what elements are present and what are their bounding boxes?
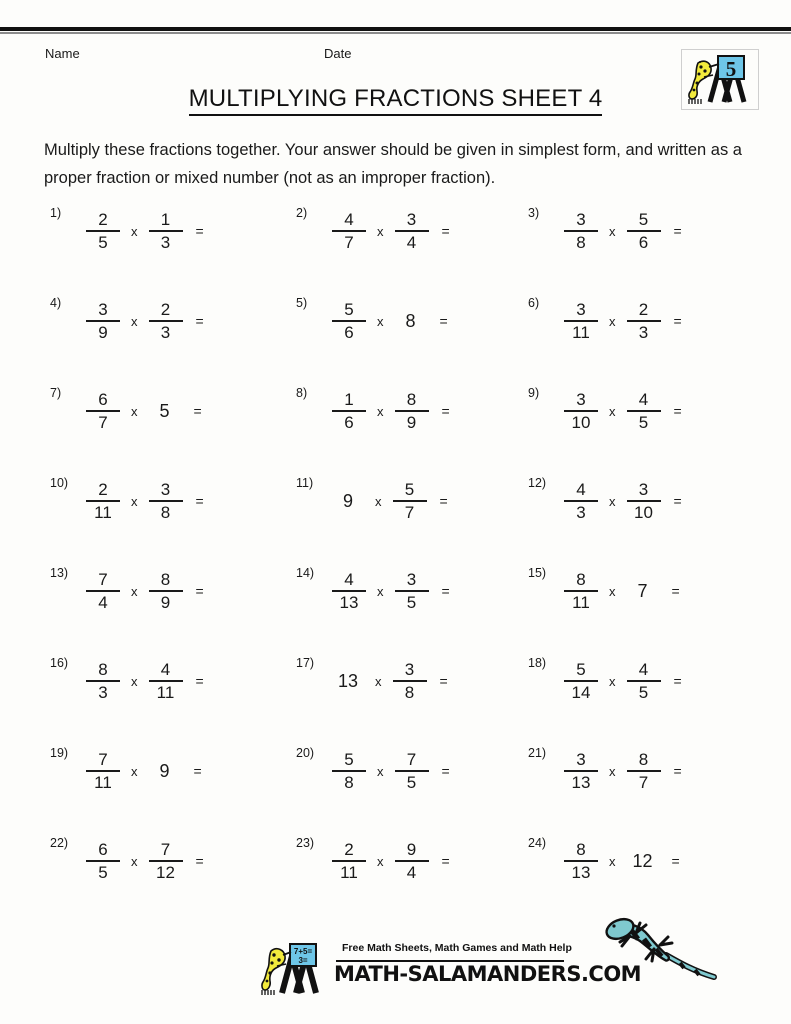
problem-row <box>0 646 791 736</box>
multiplication-sign: x <box>377 223 384 239</box>
denominator: 11 <box>156 682 175 702</box>
right-fraction <box>393 480 427 522</box>
left-fraction <box>564 390 598 432</box>
left-fraction <box>86 840 120 882</box>
multiplication-sign: x <box>131 403 138 419</box>
problem-3 <box>528 196 768 266</box>
denominator: 4 <box>98 592 108 612</box>
problem-number: 12) <box>528 476 547 490</box>
problem-23 <box>296 826 526 896</box>
problem-22 <box>50 826 280 896</box>
numerator: 3 <box>406 570 417 590</box>
left-whole-number: 9 <box>342 490 353 511</box>
denominator: 5 <box>98 862 108 882</box>
right-whole-number: 8 <box>405 310 416 331</box>
numerator: 7 <box>160 840 171 860</box>
problem-17 <box>296 646 526 716</box>
numerator: 5 <box>404 480 415 500</box>
equals-sign: = <box>195 493 204 509</box>
denominator: 8 <box>576 232 586 252</box>
denominator: 8 <box>344 772 354 792</box>
denominator: 13 <box>571 862 591 882</box>
numerator: 7 <box>98 750 108 770</box>
multiplication-sign: x <box>377 853 384 869</box>
right-fraction <box>395 390 429 432</box>
problem-7 <box>50 376 280 446</box>
numerator: 1 <box>344 390 354 410</box>
problem-number: 14) <box>296 566 315 580</box>
numerator: 5 <box>638 210 649 230</box>
multiplication-sign: x <box>609 763 616 779</box>
problem-number: 7) <box>50 386 62 400</box>
denominator: 5 <box>638 412 649 432</box>
problem-number: 23) <box>296 836 315 850</box>
problem-expression <box>560 480 682 522</box>
numerator: 7 <box>406 750 417 770</box>
denominator: 7 <box>404 502 415 522</box>
problem-number: 2) <box>296 206 308 220</box>
left-fraction <box>86 480 120 522</box>
multiplication-sign: x <box>131 313 138 329</box>
right-fraction <box>395 840 429 882</box>
problem-number: 5) <box>296 296 308 310</box>
right-fraction <box>149 570 183 612</box>
problem-13 <box>50 556 280 626</box>
multiplication-sign: x <box>375 493 382 509</box>
right-fraction <box>395 750 429 792</box>
right-fraction <box>627 660 661 702</box>
multiplication-sign: x <box>375 673 382 689</box>
problem-number: 10) <box>50 476 69 490</box>
problem-number: 6) <box>528 296 540 310</box>
left-fraction <box>564 660 598 702</box>
right-fraction <box>149 300 183 342</box>
left-fraction <box>564 840 598 882</box>
problem-21 <box>528 736 768 806</box>
problem-number: 15) <box>528 566 547 580</box>
denominator: 5 <box>406 772 417 792</box>
problem-grid <box>0 196 791 916</box>
problem-number: 20) <box>296 746 315 760</box>
right-fraction <box>149 210 183 252</box>
equals-sign: = <box>439 313 448 329</box>
problem-number: 8) <box>296 386 308 400</box>
denominator: 6 <box>638 232 649 252</box>
multiplication-sign: x <box>609 853 616 869</box>
multiplication-sign: x <box>377 313 384 329</box>
denominator: 12 <box>156 862 175 882</box>
left-fraction <box>332 840 366 882</box>
problem-number: 1) <box>50 206 62 220</box>
right-whole-number: 9 <box>159 760 170 781</box>
top-divider-rule <box>0 27 791 31</box>
left-fraction <box>86 660 120 702</box>
right-fraction <box>627 210 661 252</box>
denominator: 4 <box>406 862 417 882</box>
equals-sign: = <box>671 583 680 599</box>
right-fraction <box>627 300 661 342</box>
denominator: 5 <box>638 682 649 702</box>
left-fraction <box>564 480 598 522</box>
footer-salamander-easel-icon <box>258 938 330 996</box>
problem-16 <box>50 646 280 716</box>
problem-number: 4) <box>50 296 62 310</box>
denominator: 3 <box>638 322 649 342</box>
problem-number: 16) <box>50 656 69 670</box>
denominator: 9 <box>406 412 417 432</box>
denominator: 3 <box>160 232 171 252</box>
right-whole-number: 12 <box>632 850 653 871</box>
right-fraction <box>395 210 429 252</box>
numerator: 8 <box>406 390 417 410</box>
numerator: 4 <box>638 390 649 410</box>
numerator: 3 <box>406 210 417 230</box>
problem-row <box>0 196 791 286</box>
problem-number: 11) <box>296 476 314 490</box>
equals-sign: = <box>195 673 204 689</box>
problem-10 <box>50 466 280 536</box>
numerator: 9 <box>406 840 417 860</box>
multiplication-sign: x <box>131 673 138 689</box>
left-fraction <box>86 390 120 432</box>
equals-sign: = <box>439 673 448 689</box>
denominator: 11 <box>94 502 112 522</box>
equals-sign: = <box>439 493 448 509</box>
multiplication-sign: x <box>609 403 616 419</box>
footer-site-url: MATH-SALAMANDERS.COM <box>334 962 642 986</box>
problem-expression <box>560 390 682 432</box>
multiplication-sign: x <box>609 493 616 509</box>
numerator: 6 <box>98 390 108 410</box>
problem-expression <box>560 300 682 342</box>
multiplication-sign: x <box>609 673 616 689</box>
numerator: 2 <box>638 300 649 320</box>
equals-sign: = <box>441 763 450 779</box>
numerator: 8 <box>98 660 108 680</box>
numerator: 8 <box>638 750 649 770</box>
problem-number: 21) <box>528 746 547 760</box>
problem-4 <box>50 286 280 356</box>
problem-expression <box>82 570 204 612</box>
footer-badge-text: 7+5= <box>293 947 313 956</box>
denominator: 6 <box>344 412 354 432</box>
numerator: 2 <box>98 210 108 230</box>
denominator: 13 <box>339 592 359 612</box>
numerator: 7 <box>98 570 108 590</box>
equals-sign: = <box>195 313 204 329</box>
numerator: 3 <box>576 300 586 320</box>
problem-row <box>0 556 791 646</box>
problem-expression <box>560 660 682 702</box>
left-fraction <box>332 210 366 252</box>
multiplication-sign: x <box>377 403 384 419</box>
left-fraction <box>564 210 598 252</box>
denominator: 9 <box>98 322 108 342</box>
problem-number: 9) <box>528 386 540 400</box>
page-title <box>0 85 791 113</box>
name-field-label: Name <box>45 46 80 61</box>
left-fraction <box>332 300 366 342</box>
lizard-decoration-icon <box>596 915 722 987</box>
footer-logo <box>258 938 642 996</box>
denominator: 7 <box>344 232 354 252</box>
equals-sign: = <box>673 403 682 419</box>
numerator: 5 <box>344 300 354 320</box>
equals-sign: = <box>671 853 680 869</box>
denominator: 8 <box>160 502 171 522</box>
multiplication-sign: x <box>131 223 138 239</box>
problem-number: 18) <box>528 656 547 670</box>
denominator: 7 <box>98 412 108 432</box>
problem-14 <box>296 556 526 626</box>
left-fraction <box>564 570 598 612</box>
problem-9 <box>528 376 768 446</box>
equals-sign: = <box>441 223 450 239</box>
numerator: 4 <box>344 570 354 590</box>
right-fraction <box>149 480 183 522</box>
problem-expression <box>328 210 450 252</box>
multiplication-sign: x <box>131 493 138 509</box>
problem-19 <box>50 736 280 806</box>
right-fraction <box>393 660 427 702</box>
numerator: 8 <box>160 570 171 590</box>
denominator: 8 <box>404 682 415 702</box>
right-fraction <box>627 390 661 432</box>
problem-1 <box>50 196 280 266</box>
problem-number: 17) <box>296 656 315 670</box>
equals-sign: = <box>441 583 450 599</box>
denominator: 11 <box>340 862 358 882</box>
equals-sign: = <box>195 223 204 239</box>
numerator: 4 <box>576 480 586 500</box>
denominator: 7 <box>638 772 649 792</box>
problem-expression <box>328 300 448 342</box>
problem-expression <box>82 390 202 432</box>
problem-11 <box>296 466 526 536</box>
numerator: 3 <box>98 300 108 320</box>
equals-sign: = <box>193 403 202 419</box>
numerator: 1 <box>160 210 171 230</box>
problem-15 <box>528 556 768 626</box>
left-fraction <box>564 750 598 792</box>
multiplication-sign: x <box>609 313 616 329</box>
left-whole-number: 13 <box>338 670 359 691</box>
equals-sign: = <box>441 403 450 419</box>
problem-row <box>0 466 791 556</box>
left-fraction <box>86 210 120 252</box>
multiplication-sign: x <box>377 583 384 599</box>
left-fraction <box>332 750 366 792</box>
equals-sign: = <box>193 763 202 779</box>
right-whole-number: 7 <box>637 580 648 601</box>
denominator: 14 <box>571 682 591 702</box>
equals-sign: = <box>195 853 204 869</box>
problem-expression <box>328 660 448 702</box>
denominator: 5 <box>406 592 417 612</box>
problem-number: 22) <box>50 836 69 850</box>
denominator: 9 <box>160 592 171 612</box>
problem-expression <box>328 390 450 432</box>
denominator: 3 <box>160 322 171 342</box>
problem-expression <box>82 300 204 342</box>
right-fraction <box>149 840 183 882</box>
problem-expression <box>328 750 450 792</box>
numerator: 3 <box>404 660 415 680</box>
numerator: 5 <box>344 750 354 770</box>
numerator: 8 <box>576 570 586 590</box>
right-fraction <box>627 480 661 522</box>
left-fraction <box>332 390 366 432</box>
problem-number: 13) <box>50 566 69 580</box>
equals-sign: = <box>673 223 682 239</box>
numerator: 3 <box>638 480 649 500</box>
problem-expression <box>560 840 680 882</box>
multiplication-sign: x <box>609 223 616 239</box>
problem-row <box>0 376 791 466</box>
right-whole-number: 5 <box>159 400 170 421</box>
left-fraction <box>86 570 120 612</box>
denominator: 3 <box>576 502 586 522</box>
numerator: 2 <box>344 840 354 860</box>
multiplication-sign: x <box>131 853 138 869</box>
multiplication-sign: x <box>377 763 384 779</box>
problem-20 <box>296 736 526 806</box>
denominator: 13 <box>571 772 591 792</box>
left-fraction <box>332 570 366 612</box>
right-fraction <box>395 570 429 612</box>
problem-row <box>0 826 791 916</box>
problem-number: 24) <box>528 836 547 850</box>
denominator: 4 <box>406 232 417 252</box>
problem-8 <box>296 376 526 446</box>
left-fraction <box>86 300 120 342</box>
equals-sign: = <box>673 313 682 329</box>
denominator: 11 <box>94 772 112 792</box>
numerator: 6 <box>98 840 108 860</box>
numerator: 3 <box>576 390 586 410</box>
right-fraction <box>627 750 661 792</box>
equals-sign: = <box>195 583 204 599</box>
problem-12 <box>528 466 768 536</box>
numerator: 5 <box>576 660 586 680</box>
problem-expression <box>328 480 448 522</box>
numerator: 3 <box>160 480 171 500</box>
denominator: 10 <box>571 412 591 432</box>
instructions-text: Multiply these fractions together. Your answer should be given in simplest form, and written as a proper fraction or mixed number (not as an improper fraction). <box>44 141 742 187</box>
equals-sign: = <box>441 853 450 869</box>
top-divider-rule-shadow <box>0 32 791 34</box>
numerator: 8 <box>576 840 586 860</box>
denominator: 11 <box>572 322 590 342</box>
problem-row <box>0 736 791 826</box>
problem-expression <box>328 570 450 612</box>
problem-expression <box>82 840 204 882</box>
multiplication-sign: x <box>131 583 138 599</box>
problem-expression <box>560 210 682 252</box>
left-fraction <box>86 750 120 792</box>
problem-number: 19) <box>50 746 69 760</box>
denominator: 6 <box>344 322 354 342</box>
problem-2 <box>296 196 526 266</box>
problem-number: 3) <box>528 206 540 220</box>
left-fraction <box>564 300 598 342</box>
problem-expression <box>560 570 680 612</box>
problem-18 <box>528 646 768 716</box>
problem-expression <box>82 480 204 522</box>
date-field-label: Date <box>324 46 352 61</box>
numerator: 3 <box>576 750 586 770</box>
equals-sign: = <box>673 673 682 689</box>
denominator: 11 <box>572 592 590 612</box>
equals-sign: = <box>673 763 682 779</box>
numerator: 4 <box>344 210 354 230</box>
numerator: 4 <box>638 660 649 680</box>
denominator: 5 <box>98 232 108 252</box>
multiplication-sign: x <box>609 583 616 599</box>
right-fraction <box>149 660 183 702</box>
numerator: 2 <box>98 480 108 500</box>
problem-row <box>0 286 791 376</box>
multiplication-sign: x <box>131 763 138 779</box>
footer-tagline: Free Math Sheets, Math Games and Math Help <box>342 942 572 954</box>
numerator: 2 <box>160 300 171 320</box>
footer-badge-text-2: 3= <box>298 956 308 965</box>
problem-6 <box>528 286 768 356</box>
page-title-text: MULTIPLYING FRACTIONS SHEET 4 <box>189 85 603 116</box>
problem-expression <box>82 750 202 792</box>
grade-badge-number: 5 <box>725 57 737 81</box>
problem-5 <box>296 286 526 356</box>
problem-expression <box>82 660 204 702</box>
denominator: 3 <box>98 682 108 702</box>
problem-expression <box>560 750 682 792</box>
numerator: 4 <box>160 660 171 680</box>
denominator: 10 <box>634 502 653 522</box>
problem-24 <box>528 826 768 896</box>
problem-expression <box>328 840 450 882</box>
numerator: 3 <box>576 210 586 230</box>
equals-sign: = <box>673 493 682 509</box>
problem-expression <box>82 210 204 252</box>
